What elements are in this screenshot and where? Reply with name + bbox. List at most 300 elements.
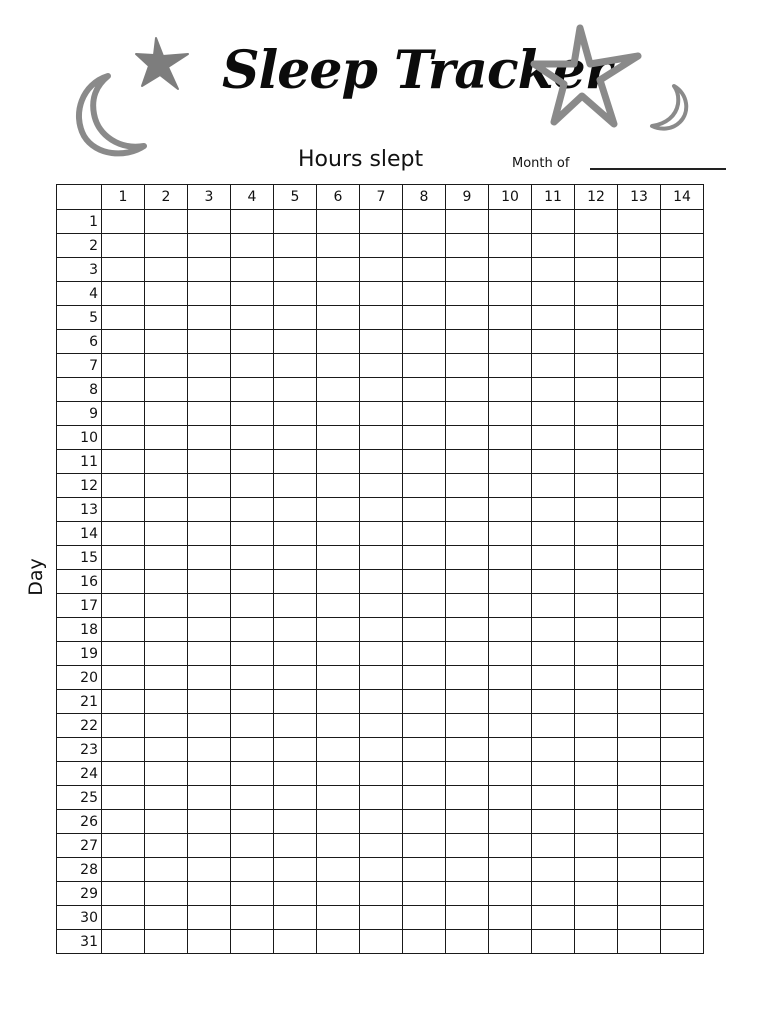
sleep-cell[interactable] — [360, 522, 403, 546]
sleep-cell[interactable] — [618, 690, 661, 714]
sleep-cell[interactable] — [274, 618, 317, 642]
sleep-cell[interactable] — [618, 354, 661, 378]
month-input-line[interactable] — [590, 168, 726, 170]
sleep-cell[interactable] — [274, 210, 317, 234]
sleep-cell[interactable] — [360, 882, 403, 906]
sleep-cell[interactable] — [274, 234, 317, 258]
sleep-cell[interactable] — [489, 618, 532, 642]
sleep-cell[interactable] — [403, 858, 446, 882]
sleep-cell[interactable] — [532, 882, 575, 906]
sleep-cell[interactable] — [618, 474, 661, 498]
sleep-cell[interactable] — [188, 858, 231, 882]
sleep-cell[interactable] — [102, 498, 145, 522]
sleep-cell[interactable] — [231, 378, 274, 402]
sleep-cell[interactable] — [532, 402, 575, 426]
sleep-cell[interactable] — [489, 834, 532, 858]
sleep-cell[interactable] — [145, 570, 188, 594]
sleep-cell[interactable] — [274, 810, 317, 834]
sleep-cell[interactable] — [661, 642, 704, 666]
sleep-cell[interactable] — [145, 714, 188, 738]
sleep-cell[interactable] — [446, 666, 489, 690]
sleep-cell[interactable] — [188, 642, 231, 666]
sleep-cell[interactable] — [532, 522, 575, 546]
sleep-cell[interactable] — [661, 810, 704, 834]
sleep-cell[interactable] — [360, 642, 403, 666]
sleep-cell[interactable] — [317, 906, 360, 930]
sleep-cell[interactable] — [317, 690, 360, 714]
sleep-cell[interactable] — [145, 354, 188, 378]
sleep-cell[interactable] — [661, 882, 704, 906]
sleep-cell[interactable] — [575, 618, 618, 642]
sleep-cell[interactable] — [446, 402, 489, 426]
sleep-cell[interactable] — [532, 690, 575, 714]
sleep-cell[interactable] — [360, 618, 403, 642]
sleep-cell[interactable] — [489, 930, 532, 954]
sleep-cell[interactable] — [188, 426, 231, 450]
sleep-cell[interactable] — [661, 258, 704, 282]
sleep-cell[interactable] — [446, 858, 489, 882]
sleep-cell[interactable] — [231, 522, 274, 546]
sleep-cell[interactable] — [446, 906, 489, 930]
sleep-cell[interactable] — [317, 354, 360, 378]
sleep-cell[interactable] — [403, 498, 446, 522]
sleep-cell[interactable] — [661, 402, 704, 426]
sleep-cell[interactable] — [360, 258, 403, 282]
sleep-cell[interactable] — [403, 690, 446, 714]
sleep-cell[interactable] — [145, 618, 188, 642]
sleep-cell[interactable] — [188, 306, 231, 330]
sleep-cell[interactable] — [403, 426, 446, 450]
sleep-cell[interactable] — [575, 330, 618, 354]
sleep-cell[interactable] — [360, 234, 403, 258]
sleep-cell[interactable] — [403, 546, 446, 570]
sleep-cell[interactable] — [145, 234, 188, 258]
sleep-cell[interactable] — [274, 690, 317, 714]
sleep-cell[interactable] — [231, 786, 274, 810]
sleep-cell[interactable] — [575, 594, 618, 618]
sleep-cell[interactable] — [618, 378, 661, 402]
sleep-cell[interactable] — [317, 858, 360, 882]
sleep-cell[interactable] — [661, 498, 704, 522]
sleep-cell[interactable] — [317, 546, 360, 570]
sleep-cell[interactable] — [188, 234, 231, 258]
sleep-cell[interactable] — [575, 306, 618, 330]
sleep-cell[interactable] — [403, 738, 446, 762]
sleep-cell[interactable] — [274, 786, 317, 810]
sleep-cell[interactable] — [618, 714, 661, 738]
sleep-cell[interactable] — [489, 762, 532, 786]
sleep-cell[interactable] — [145, 450, 188, 474]
sleep-cell[interactable] — [102, 858, 145, 882]
sleep-cell[interactable] — [102, 234, 145, 258]
sleep-cell[interactable] — [188, 882, 231, 906]
sleep-cell[interactable] — [231, 210, 274, 234]
sleep-cell[interactable] — [145, 738, 188, 762]
sleep-cell[interactable] — [489, 306, 532, 330]
sleep-cell[interactable] — [575, 354, 618, 378]
sleep-cell[interactable] — [618, 786, 661, 810]
sleep-cell[interactable] — [188, 690, 231, 714]
sleep-cell[interactable] — [360, 402, 403, 426]
sleep-cell[interactable] — [102, 810, 145, 834]
sleep-cell[interactable] — [489, 522, 532, 546]
sleep-cell[interactable] — [360, 546, 403, 570]
sleep-cell[interactable] — [274, 498, 317, 522]
sleep-cell[interactable] — [188, 762, 231, 786]
sleep-cell[interactable] — [188, 258, 231, 282]
sleep-cell[interactable] — [188, 594, 231, 618]
sleep-cell[interactable] — [274, 666, 317, 690]
sleep-cell[interactable] — [575, 498, 618, 522]
sleep-cell[interactable] — [661, 738, 704, 762]
sleep-cell[interactable] — [489, 906, 532, 930]
sleep-cell[interactable] — [102, 906, 145, 930]
sleep-cell[interactable] — [575, 642, 618, 666]
sleep-cell[interactable] — [618, 522, 661, 546]
sleep-cell[interactable] — [403, 762, 446, 786]
sleep-cell[interactable] — [188, 450, 231, 474]
sleep-cell[interactable] — [446, 450, 489, 474]
sleep-cell[interactable] — [102, 330, 145, 354]
sleep-cell[interactable] — [188, 498, 231, 522]
sleep-cell[interactable] — [360, 306, 403, 330]
sleep-cell[interactable] — [661, 450, 704, 474]
sleep-cell[interactable] — [317, 426, 360, 450]
sleep-cell[interactable] — [360, 498, 403, 522]
sleep-cell[interactable] — [446, 426, 489, 450]
sleep-cell[interactable] — [102, 450, 145, 474]
sleep-cell[interactable] — [274, 354, 317, 378]
sleep-cell[interactable] — [231, 714, 274, 738]
sleep-cell[interactable] — [188, 666, 231, 690]
sleep-cell[interactable] — [446, 330, 489, 354]
sleep-cell[interactable] — [489, 498, 532, 522]
sleep-cell[interactable] — [532, 618, 575, 642]
sleep-cell[interactable] — [360, 786, 403, 810]
sleep-cell[interactable] — [403, 810, 446, 834]
sleep-cell[interactable] — [403, 642, 446, 666]
sleep-cell[interactable] — [575, 882, 618, 906]
sleep-cell[interactable] — [102, 258, 145, 282]
sleep-cell[interactable] — [661, 786, 704, 810]
sleep-cell[interactable] — [403, 570, 446, 594]
sleep-cell[interactable] — [231, 354, 274, 378]
sleep-cell[interactable] — [618, 594, 661, 618]
sleep-cell[interactable] — [231, 474, 274, 498]
sleep-cell[interactable] — [661, 474, 704, 498]
sleep-cell[interactable] — [446, 738, 489, 762]
sleep-cell[interactable] — [575, 786, 618, 810]
sleep-cell[interactable] — [532, 786, 575, 810]
sleep-cell[interactable] — [360, 378, 403, 402]
sleep-cell[interactable] — [317, 402, 360, 426]
sleep-cell[interactable] — [618, 906, 661, 930]
sleep-cell[interactable] — [532, 858, 575, 882]
sleep-cell[interactable] — [446, 786, 489, 810]
sleep-cell[interactable] — [661, 330, 704, 354]
sleep-cell[interactable] — [274, 858, 317, 882]
sleep-cell[interactable] — [489, 786, 532, 810]
sleep-cell[interactable] — [661, 930, 704, 954]
sleep-cell[interactable] — [489, 450, 532, 474]
sleep-cell[interactable] — [188, 378, 231, 402]
sleep-cell[interactable] — [446, 594, 489, 618]
sleep-cell[interactable] — [446, 498, 489, 522]
sleep-cell[interactable] — [403, 306, 446, 330]
sleep-cell[interactable] — [274, 522, 317, 546]
sleep-cell[interactable] — [317, 714, 360, 738]
sleep-cell[interactable] — [102, 426, 145, 450]
sleep-cell[interactable] — [618, 810, 661, 834]
sleep-cell[interactable] — [231, 594, 274, 618]
sleep-cell[interactable] — [446, 522, 489, 546]
sleep-cell[interactable] — [403, 378, 446, 402]
sleep-cell[interactable] — [360, 282, 403, 306]
sleep-cell[interactable] — [231, 690, 274, 714]
sleep-cell[interactable] — [360, 666, 403, 690]
sleep-cell[interactable] — [102, 882, 145, 906]
sleep-cell[interactable] — [188, 282, 231, 306]
sleep-cell[interactable] — [618, 210, 661, 234]
sleep-cell[interactable] — [661, 354, 704, 378]
sleep-cell[interactable] — [317, 834, 360, 858]
sleep-cell[interactable] — [661, 690, 704, 714]
sleep-cell[interactable] — [231, 282, 274, 306]
sleep-cell[interactable] — [489, 642, 532, 666]
sleep-cell[interactable] — [102, 762, 145, 786]
sleep-cell[interactable] — [618, 834, 661, 858]
sleep-cell[interactable] — [489, 570, 532, 594]
sleep-cell[interactable] — [360, 906, 403, 930]
sleep-cell[interactable] — [489, 546, 532, 570]
sleep-cell[interactable] — [446, 762, 489, 786]
sleep-cell[interactable] — [102, 282, 145, 306]
sleep-cell[interactable] — [618, 306, 661, 330]
sleep-cell[interactable] — [360, 738, 403, 762]
sleep-cell[interactable] — [575, 450, 618, 474]
sleep-cell[interactable] — [403, 714, 446, 738]
sleep-cell[interactable] — [102, 570, 145, 594]
sleep-cell[interactable] — [188, 810, 231, 834]
sleep-cell[interactable] — [489, 858, 532, 882]
sleep-cell[interactable] — [145, 474, 188, 498]
sleep-cell[interactable] — [661, 378, 704, 402]
sleep-cell[interactable] — [661, 858, 704, 882]
sleep-cell[interactable] — [618, 858, 661, 882]
sleep-cell[interactable] — [403, 282, 446, 306]
sleep-cell[interactable] — [274, 402, 317, 426]
sleep-cell[interactable] — [317, 522, 360, 546]
sleep-cell[interactable] — [661, 546, 704, 570]
sleep-cell[interactable] — [618, 498, 661, 522]
sleep-cell[interactable] — [661, 234, 704, 258]
sleep-cell[interactable] — [532, 450, 575, 474]
sleep-cell[interactable] — [403, 834, 446, 858]
sleep-cell[interactable] — [317, 234, 360, 258]
sleep-cell[interactable] — [575, 402, 618, 426]
sleep-cell[interactable] — [403, 354, 446, 378]
sleep-cell[interactable] — [231, 930, 274, 954]
sleep-cell[interactable] — [360, 762, 403, 786]
sleep-cell[interactable] — [575, 570, 618, 594]
sleep-cell[interactable] — [360, 450, 403, 474]
sleep-cell[interactable] — [661, 906, 704, 930]
sleep-cell[interactable] — [532, 474, 575, 498]
sleep-cell[interactable] — [231, 834, 274, 858]
sleep-cell[interactable] — [403, 594, 446, 618]
sleep-cell[interactable] — [102, 354, 145, 378]
sleep-cell[interactable] — [145, 330, 188, 354]
sleep-cell[interactable] — [145, 666, 188, 690]
sleep-cell[interactable] — [360, 210, 403, 234]
sleep-cell[interactable] — [145, 858, 188, 882]
sleep-cell[interactable] — [618, 450, 661, 474]
sleep-cell[interactable] — [231, 762, 274, 786]
sleep-cell[interactable] — [317, 786, 360, 810]
sleep-cell[interactable] — [317, 810, 360, 834]
sleep-cell[interactable] — [231, 738, 274, 762]
sleep-cell[interactable] — [489, 594, 532, 618]
sleep-cell[interactable] — [274, 642, 317, 666]
sleep-cell[interactable] — [575, 234, 618, 258]
sleep-cell[interactable] — [102, 210, 145, 234]
sleep-cell[interactable] — [102, 474, 145, 498]
sleep-cell[interactable] — [360, 474, 403, 498]
sleep-cell[interactable] — [317, 330, 360, 354]
sleep-cell[interactable] — [102, 546, 145, 570]
sleep-cell[interactable] — [532, 594, 575, 618]
sleep-cell[interactable] — [274, 306, 317, 330]
sleep-cell[interactable] — [317, 306, 360, 330]
sleep-cell[interactable] — [188, 210, 231, 234]
sleep-cell[interactable] — [102, 642, 145, 666]
sleep-cell[interactable] — [403, 666, 446, 690]
sleep-cell[interactable] — [274, 834, 317, 858]
sleep-cell[interactable] — [489, 258, 532, 282]
sleep-cell[interactable] — [317, 618, 360, 642]
sleep-cell[interactable] — [102, 306, 145, 330]
sleep-cell[interactable] — [403, 450, 446, 474]
sleep-cell[interactable] — [231, 810, 274, 834]
sleep-cell[interactable] — [102, 594, 145, 618]
sleep-cell[interactable] — [231, 882, 274, 906]
sleep-cell[interactable] — [661, 210, 704, 234]
sleep-cell[interactable] — [532, 810, 575, 834]
sleep-cell[interactable] — [231, 498, 274, 522]
sleep-cell[interactable] — [575, 738, 618, 762]
sleep-cell[interactable] — [532, 762, 575, 786]
sleep-cell[interactable] — [360, 594, 403, 618]
sleep-cell[interactable] — [188, 570, 231, 594]
sleep-cell[interactable] — [102, 522, 145, 546]
sleep-cell[interactable] — [618, 258, 661, 282]
sleep-cell[interactable] — [532, 834, 575, 858]
sleep-cell[interactable] — [317, 498, 360, 522]
sleep-cell[interactable] — [575, 666, 618, 690]
sleep-cell[interactable] — [403, 522, 446, 546]
sleep-cell[interactable] — [403, 930, 446, 954]
sleep-cell[interactable] — [446, 378, 489, 402]
sleep-cell[interactable] — [489, 714, 532, 738]
sleep-cell[interactable] — [489, 354, 532, 378]
sleep-cell[interactable] — [532, 306, 575, 330]
sleep-cell[interactable] — [317, 258, 360, 282]
sleep-cell[interactable] — [661, 666, 704, 690]
sleep-cell[interactable] — [618, 546, 661, 570]
sleep-cell[interactable] — [446, 930, 489, 954]
sleep-cell[interactable] — [145, 762, 188, 786]
sleep-cell[interactable] — [102, 666, 145, 690]
sleep-cell[interactable] — [446, 834, 489, 858]
sleep-cell[interactable] — [489, 210, 532, 234]
sleep-cell[interactable] — [231, 618, 274, 642]
sleep-cell[interactable] — [446, 354, 489, 378]
sleep-cell[interactable] — [532, 282, 575, 306]
sleep-cell[interactable] — [145, 594, 188, 618]
sleep-cell[interactable] — [575, 210, 618, 234]
sleep-cell[interactable] — [274, 330, 317, 354]
sleep-cell[interactable] — [575, 930, 618, 954]
sleep-cell[interactable] — [360, 426, 403, 450]
sleep-cell[interactable] — [360, 858, 403, 882]
sleep-cell[interactable] — [360, 690, 403, 714]
sleep-cell[interactable] — [618, 330, 661, 354]
sleep-cell[interactable] — [145, 258, 188, 282]
sleep-cell[interactable] — [532, 714, 575, 738]
sleep-cell[interactable] — [274, 258, 317, 282]
sleep-cell[interactable] — [661, 618, 704, 642]
sleep-cell[interactable] — [575, 474, 618, 498]
sleep-cell[interactable] — [489, 666, 532, 690]
sleep-cell[interactable] — [532, 234, 575, 258]
sleep-cell[interactable] — [532, 498, 575, 522]
sleep-cell[interactable] — [618, 618, 661, 642]
sleep-cell[interactable] — [489, 738, 532, 762]
sleep-cell[interactable] — [102, 930, 145, 954]
sleep-cell[interactable] — [575, 714, 618, 738]
sleep-cell[interactable] — [403, 330, 446, 354]
sleep-cell[interactable] — [575, 858, 618, 882]
sleep-cell[interactable] — [661, 594, 704, 618]
sleep-cell[interactable] — [102, 738, 145, 762]
sleep-cell[interactable] — [102, 618, 145, 642]
sleep-cell[interactable] — [446, 690, 489, 714]
sleep-cell[interactable] — [446, 234, 489, 258]
sleep-cell[interactable] — [661, 522, 704, 546]
sleep-cell[interactable] — [274, 738, 317, 762]
sleep-cell[interactable] — [188, 834, 231, 858]
sleep-cell[interactable] — [317, 282, 360, 306]
sleep-cell[interactable] — [575, 762, 618, 786]
sleep-cell[interactable] — [618, 282, 661, 306]
sleep-cell[interactable] — [532, 546, 575, 570]
sleep-cell[interactable] — [188, 618, 231, 642]
sleep-cell[interactable] — [102, 714, 145, 738]
sleep-cell[interactable] — [274, 762, 317, 786]
sleep-cell[interactable] — [532, 210, 575, 234]
sleep-cell[interactable] — [446, 474, 489, 498]
sleep-cell[interactable] — [317, 474, 360, 498]
sleep-cell[interactable] — [575, 426, 618, 450]
sleep-cell[interactable] — [575, 282, 618, 306]
sleep-cell[interactable] — [575, 906, 618, 930]
sleep-cell[interactable] — [317, 738, 360, 762]
sleep-cell[interactable] — [575, 258, 618, 282]
sleep-cell[interactable] — [575, 522, 618, 546]
sleep-cell[interactable] — [231, 234, 274, 258]
sleep-cell[interactable] — [231, 306, 274, 330]
sleep-cell[interactable] — [274, 546, 317, 570]
